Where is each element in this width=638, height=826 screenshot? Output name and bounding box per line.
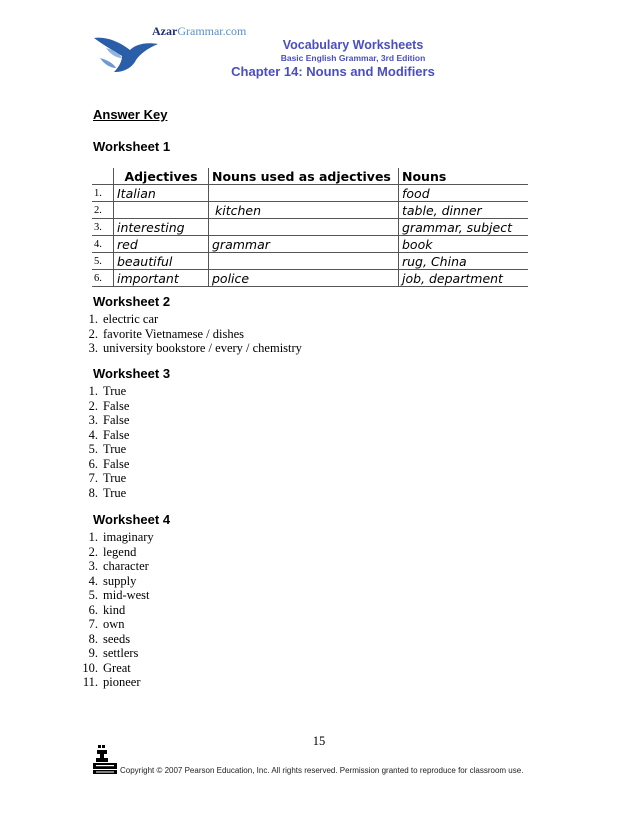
item-number: 8. — [88, 631, 98, 646]
row-number: 1. — [92, 185, 114, 202]
item-text: settlers — [103, 646, 139, 660]
item-text: kind — [103, 602, 126, 617]
table-row — [92, 219, 528, 236]
list-item — [80, 471, 129, 486]
brand-part-2: Grammar.com — [177, 24, 247, 38]
row-number: 3. — [92, 219, 114, 236]
list-item — [80, 327, 302, 342]
list-item — [80, 588, 154, 603]
item-number: 6. — [88, 456, 98, 471]
item-text: True — [103, 384, 127, 398]
item-text: legend — [103, 544, 137, 559]
item-text: own — [103, 617, 125, 631]
item-number: 11. — [82, 675, 98, 689]
page-number: 15 — [312, 734, 326, 748]
item-number: 3. — [88, 413, 98, 427]
cell-noun: grammar, subject — [399, 219, 529, 236]
list-item — [80, 574, 154, 589]
item-text: False — [103, 427, 130, 442]
column-header-adjectives: Adjectives — [114, 168, 209, 185]
cell-noun: rug, China — [399, 253, 529, 270]
item-text: Great — [103, 660, 131, 675]
column-header-nouns: Nouns — [399, 168, 529, 185]
item-text: False — [103, 456, 130, 471]
item-text: imaginary — [103, 530, 154, 544]
worksheet-2-heading: Worksheet 2 — [93, 294, 171, 309]
copyright-notice: Copyright © 2007 Pearson Education, Inc. All rights reserved. Permission granted to reproduce for classroom use. — [120, 766, 524, 775]
table-header-num — [92, 168, 114, 185]
list-item — [80, 486, 129, 501]
item-number: 3. — [88, 559, 98, 573]
item-text: True — [103, 471, 127, 485]
item-text: university bookstore / every / chemistry — [103, 341, 302, 355]
item-number: 1. — [88, 530, 98, 544]
item-number: 8. — [88, 485, 98, 500]
item-number: 10. — [82, 660, 98, 675]
item-number: 2. — [88, 544, 98, 559]
table-row — [92, 253, 528, 270]
column-header-nouns-as-adjectives: Nouns used as adjectives — [209, 168, 399, 185]
table-row — [92, 185, 528, 202]
item-text: True — [103, 442, 127, 456]
worksheet-title: Vocabulary Worksheets — [282, 38, 424, 52]
item-number: 9. — [88, 646, 98, 660]
table-header-row — [92, 168, 528, 185]
list-item — [80, 413, 129, 428]
item-text: character — [103, 559, 149, 573]
cell-adjective: Italian — [114, 185, 209, 202]
item-text: pioneer — [103, 675, 141, 689]
item-number: 1. — [88, 312, 98, 326]
brand-wordmark — [152, 24, 246, 39]
table-row — [92, 236, 528, 253]
list-item — [80, 341, 302, 356]
brand-part-1: Azar — [152, 24, 178, 38]
table-row — [92, 202, 528, 219]
list-item — [80, 675, 154, 690]
cell-adjective — [114, 202, 209, 219]
row-number: 2. — [92, 202, 114, 219]
cell-noun-adjective — [209, 253, 399, 270]
list-item — [80, 428, 129, 443]
worksheet-4-heading: Worksheet 4 — [93, 512, 171, 527]
item-text: False — [103, 413, 130, 427]
book-subtitle: Basic English Grammar, 3rd Edition — [280, 53, 426, 63]
list-item — [80, 399, 129, 414]
item-number: 4. — [88, 573, 98, 588]
pearson-longman-logo-icon — [92, 743, 118, 775]
cell-adjective: interesting — [114, 219, 209, 236]
cell-adjective: important — [114, 270, 209, 287]
cell-adjective: beautiful — [114, 253, 209, 270]
list-item — [80, 559, 154, 574]
item-number: 1. — [88, 384, 98, 398]
item-text: True — [103, 485, 127, 500]
item-text: supply — [103, 573, 137, 588]
row-number: 5. — [92, 253, 114, 270]
list-item — [80, 457, 129, 472]
row-number: 4. — [92, 236, 114, 253]
cell-noun: food — [399, 185, 529, 202]
item-number: 3. — [88, 341, 98, 355]
worksheet-3-heading: Worksheet 3 — [93, 366, 171, 381]
list-item — [80, 603, 154, 618]
list-item — [80, 646, 154, 661]
cell-noun: table, dinner — [399, 202, 529, 219]
list-item — [80, 312, 302, 327]
cell-adjective: red — [114, 236, 209, 253]
list-item — [80, 384, 129, 399]
row-number: 6. — [92, 270, 114, 287]
worksheet-4-list — [80, 530, 154, 690]
item-number: 5. — [88, 442, 98, 456]
list-item — [80, 617, 154, 632]
worksheet-3-list — [80, 384, 129, 500]
worksheet-1-table — [92, 168, 528, 287]
cell-noun-adjective — [209, 185, 399, 202]
chapter-title: Chapter 14: Nouns and Modifiers — [231, 64, 435, 79]
item-number: 4. — [88, 427, 98, 442]
item-number: 5. — [88, 588, 98, 602]
list-item — [80, 530, 154, 545]
list-item — [80, 632, 154, 647]
list-item — [80, 545, 154, 560]
item-number: 7. — [88, 617, 98, 631]
item-number: 7. — [88, 471, 98, 485]
worksheet-1-heading: Worksheet 1 — [93, 139, 171, 154]
item-text: electric car — [103, 312, 159, 326]
worksheet-2-list — [80, 312, 302, 356]
cell-noun: book — [399, 236, 529, 253]
item-text: favorite Vietnamese / dishes — [103, 326, 244, 341]
table-row — [92, 270, 528, 287]
answer-key-heading: Answer Key — [93, 107, 168, 122]
list-item — [80, 661, 154, 676]
item-number: 2. — [88, 398, 98, 413]
item-number: 2. — [88, 326, 98, 341]
item-number: 6. — [88, 602, 98, 617]
list-item — [80, 442, 129, 457]
item-text: False — [103, 398, 130, 413]
item-text: mid-west — [103, 588, 150, 602]
cell-noun-adjective: grammar — [209, 236, 399, 253]
item-text: seeds — [103, 631, 131, 646]
cell-noun-adjective — [209, 219, 399, 236]
cell-noun-adjective: kitchen — [209, 202, 399, 219]
cell-noun: job, department — [399, 270, 529, 287]
cell-noun-adjective: police — [209, 270, 399, 287]
